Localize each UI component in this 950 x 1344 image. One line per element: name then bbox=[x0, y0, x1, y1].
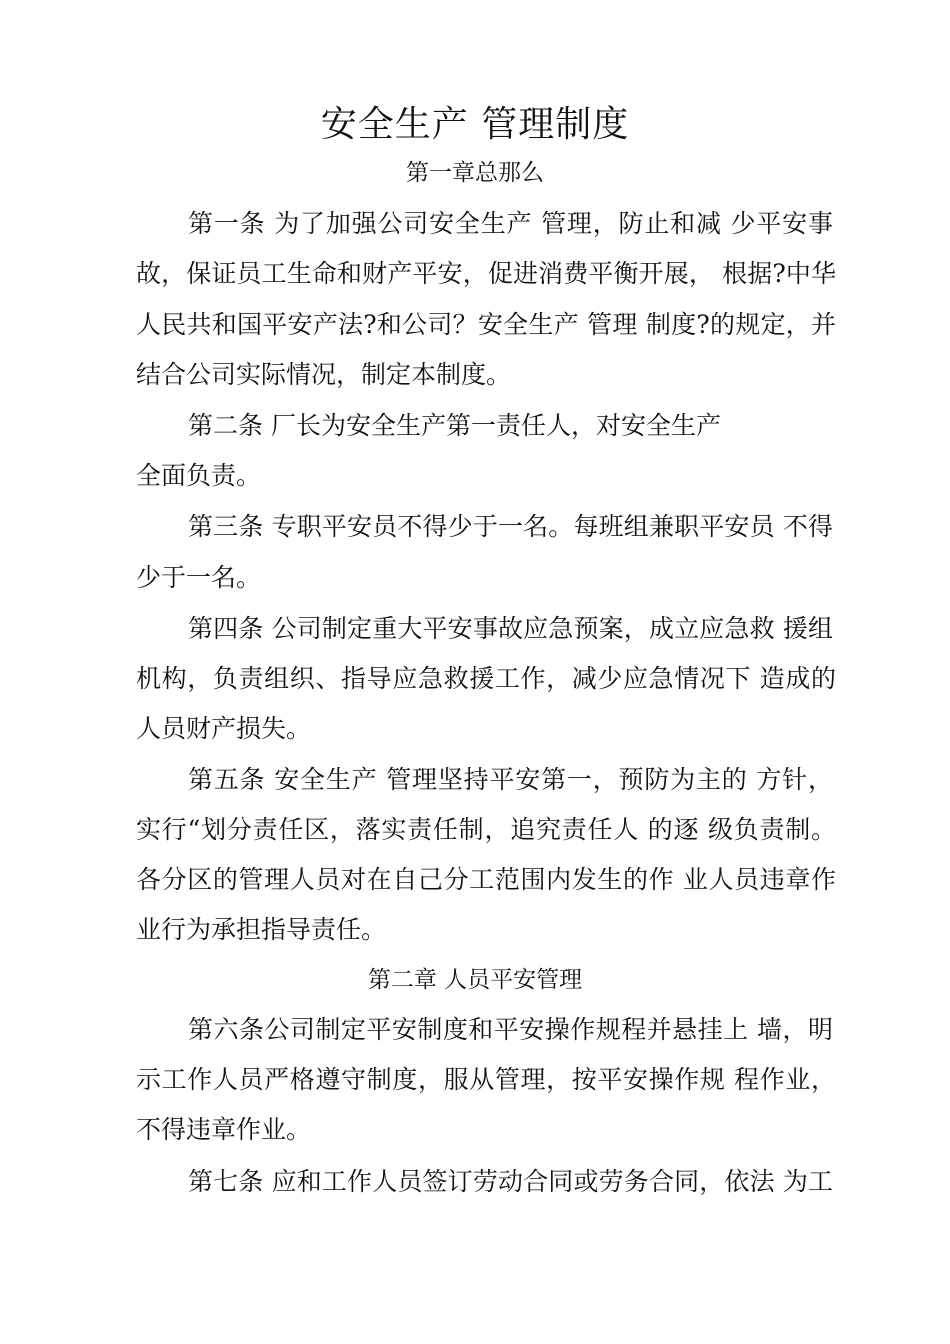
paragraph-line: 各分区的管理人员对在自己分工范围内发生的作 业人员违章作 bbox=[136, 865, 836, 894]
paragraph-line: 第一条 为了加强公司安全生产 管理，防止和减 少平安事 bbox=[188, 209, 833, 238]
chapter-heading-1: 第一章总那么 bbox=[406, 160, 544, 186]
paragraph-line: 第四条 公司制定重大平安事故应急预案，成立应急救 援组 bbox=[188, 614, 833, 643]
paragraph-line: 实行“划分责任区，落实责任制，追究责任人 的逐 级负责制。 bbox=[136, 815, 836, 844]
paragraph-line: 结合公司实际情况，制定本制度。 bbox=[136, 360, 512, 389]
chapter-heading-2: 第二章 人员平安管理 bbox=[367, 967, 583, 993]
paragraph-line: 第三条 专职平安员不得少于一名。每班组兼职平安员 不得 bbox=[188, 512, 833, 541]
paragraph-line: 示工作人员严格遵守制度，服从管理，按平安操作规 程作业， bbox=[136, 1065, 836, 1094]
paragraph-line: 业行为承担指导责任。 bbox=[136, 915, 387, 944]
paragraph-line: 人员财产损失。 bbox=[136, 714, 312, 743]
paragraph-line: 人民共和国平安产法?和公司？安全生产 管理 制度?的规定，并 bbox=[136, 310, 836, 339]
paragraph-line: 全面负责。 bbox=[136, 461, 262, 490]
paragraph-line: 第二条 厂长为安全生产第一责任人，对安全生产 bbox=[188, 411, 721, 440]
paragraph-line: 机构，负责组织、指导应急救援工作，减少应急情况下 造成的 bbox=[136, 664, 836, 693]
paragraph-line: 第六条公司制定平安制度和平安操作规程并悬挂上 墙，明 bbox=[188, 1015, 833, 1044]
document-title: 安全生产 管理制度 bbox=[320, 104, 630, 145]
paragraph-line: 故，保证员工生命和财产平安，促进消费平衡开展， 根据?中华 bbox=[136, 259, 836, 288]
paragraph-line: 少于一名。 bbox=[136, 563, 262, 592]
paragraph-line: 第五条 安全生产 管理坚持平安第一，预防为主的 方针， bbox=[188, 765, 833, 794]
paragraph-line: 第七条 应和工作人员签订劳动合同或劳务合同，依法 为工 bbox=[188, 1167, 833, 1196]
paragraph-line: 不得违章作业。 bbox=[136, 1115, 312, 1144]
